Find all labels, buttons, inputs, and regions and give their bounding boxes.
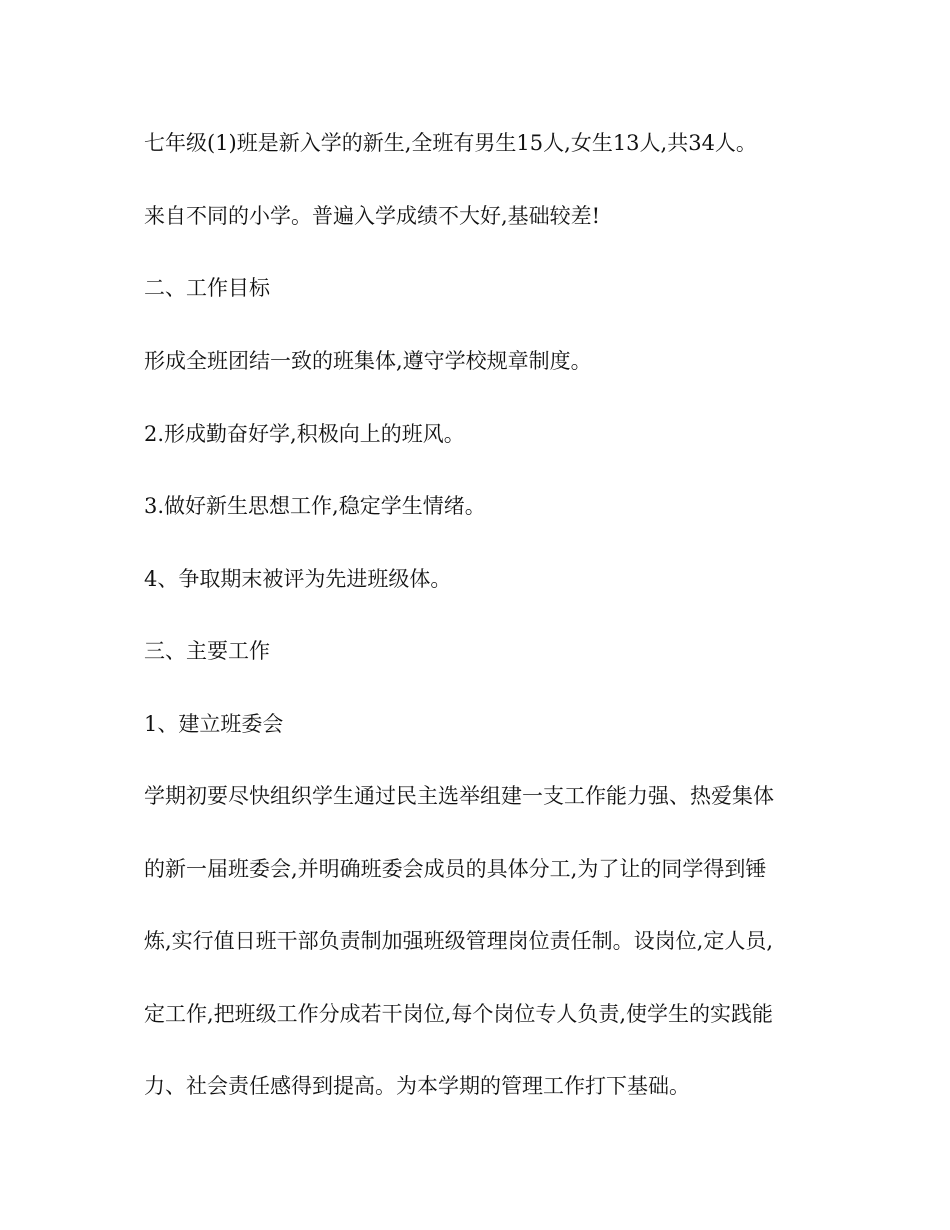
paragraph-line: 力、社会责任感得到提高。为本学期的管理工作打下基础。	[144, 1074, 690, 1098]
section-heading: 二、工作目标	[144, 276, 270, 300]
paragraph-line: 定工作,把班级工作分成若干岗位,每个岗位专人负责,使学生的实践能	[144, 1002, 774, 1026]
paragraph-line: 形成全班团结一致的班集体,遵守学校规章制度。	[144, 349, 592, 373]
list-item: 3.做好新生思想工作,稳定学生情绪。	[144, 494, 486, 518]
list-item: 4、争取期末被评为先进班级体。	[144, 567, 452, 591]
list-item: 2.形成勤奋好学,积极向上的班风。	[144, 422, 465, 446]
paragraph-line: 学期初要尽快组织学生通过民主选举组建一支工作能力强、热爱集体	[144, 784, 774, 808]
section-heading: 三、主要工作	[144, 639, 270, 663]
paragraph-line: 炼,实行值日班干部负责制加强班级管理岗位责任制。设岗位,定人员,	[144, 929, 774, 953]
subsection-heading: 1、建立班委会	[144, 712, 284, 736]
paragraph-line: 来自不同的小学。普遍入学成绩不大好,基础较差!	[144, 204, 601, 228]
paragraph-line: 的新一届班委会,并明确班委会成员的具体分工,为了让的同学得到锤	[144, 857, 767, 881]
paragraph-line: 七年级(1)班是新入学的新生,全班有男生15人,女生13人,共34人。	[144, 131, 757, 155]
